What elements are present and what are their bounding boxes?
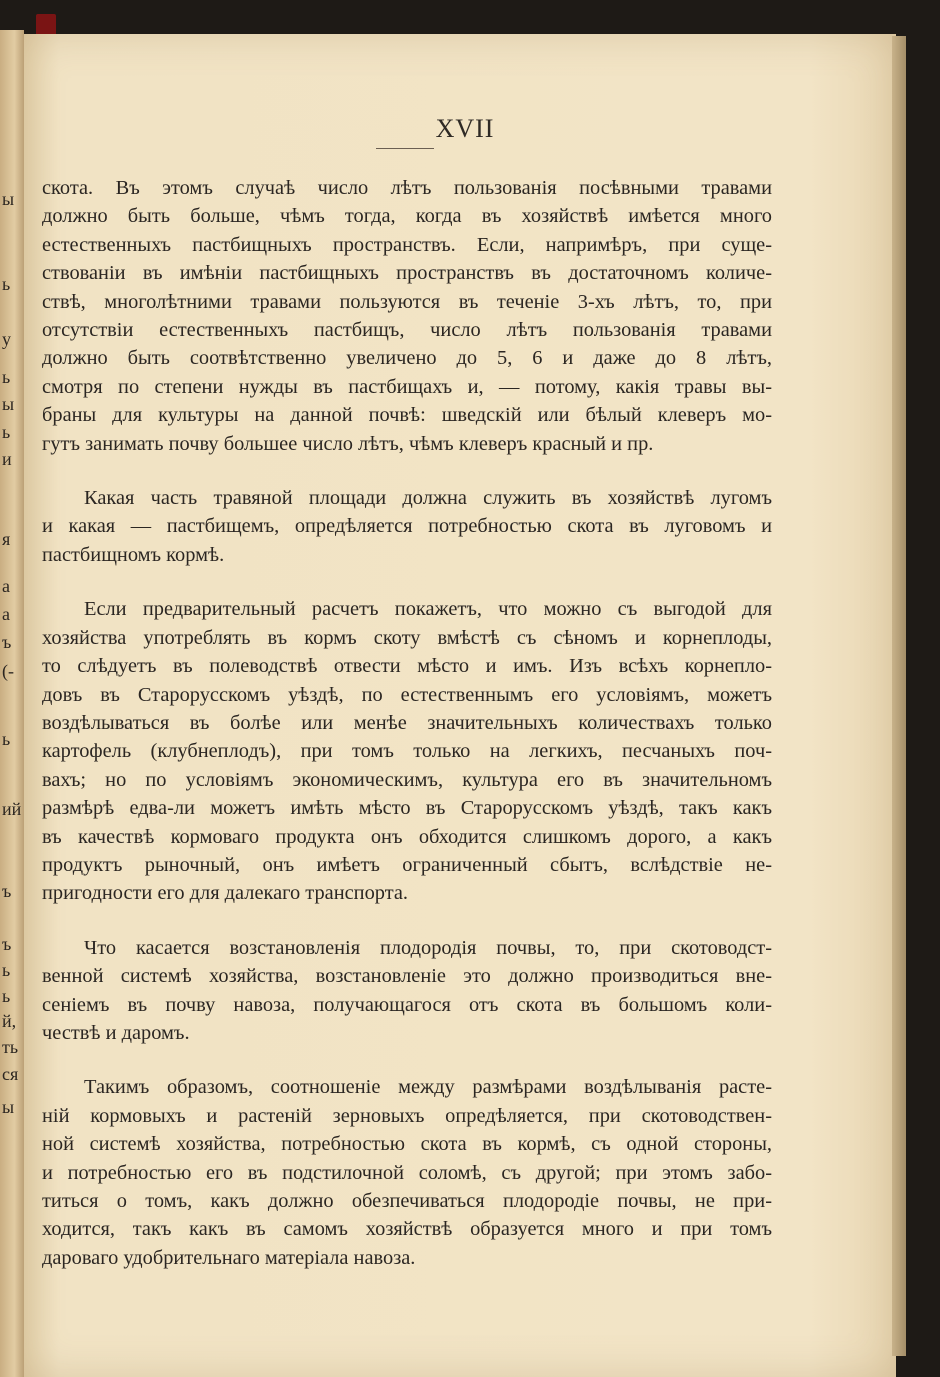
paragraph bbox=[42, 1073, 772, 1272]
previous-page-fragment: а bbox=[2, 576, 10, 596]
text-line: Какая часть травяной площади должна служить въ хозяйствѣ лугомъ bbox=[84, 487, 772, 510]
text-line: браны для культуры на данной почвѣ: шведскій или бѣлый клеверъ мо- bbox=[42, 404, 772, 427]
page-right-edge bbox=[892, 36, 906, 1356]
paragraph bbox=[42, 174, 772, 458]
text-line: венной системѣ хозяйства, возстановленіе это должно производиться вне- bbox=[42, 965, 772, 988]
text-line: продуктъ рыночный, онъ имѣетъ ограниченный сбытъ, вслѣдствіе не- bbox=[42, 853, 772, 876]
text-line: гутъ занимать почву большее число лѣтъ, чѣмъ клеверъ красный и пр. bbox=[42, 432, 654, 455]
previous-page-edge bbox=[0, 30, 24, 1377]
text-line: то слѣдуетъ въ полеводствѣ отвести мѣсто и имъ. Изъ всѣхъ корнепло- bbox=[42, 655, 772, 678]
text-line: довъ въ Старорусскомъ уѣздѣ, по естественнымъ его условіямъ, можетъ bbox=[42, 683, 772, 706]
text-line: размѣрѣ едва-ли можетъ имѣть мѣсто въ Старорусскомъ уѣздѣ, такъ какъ bbox=[42, 797, 772, 820]
previous-page-fragment: и bbox=[2, 449, 12, 469]
previous-page-fragment: ъ bbox=[2, 632, 12, 652]
text-line: сеніемъ въ почву навоза, получающагося отъ скота въ большомъ коли- bbox=[42, 993, 772, 1016]
text-line: ходится, такъ какъ въ самомъ хозяйствѣ образуется много и при томъ bbox=[42, 1218, 772, 1241]
previous-page-fragment: у bbox=[2, 329, 11, 349]
previous-page-fragment: я bbox=[2, 529, 11, 549]
text-line: естественныхъ пастбищныхъ пространствъ. Если, напримѣръ, при суще- bbox=[42, 233, 772, 256]
paragraph bbox=[42, 595, 772, 907]
previous-page-fragment: ъ bbox=[2, 934, 12, 954]
previous-page-fragment: ть bbox=[2, 1037, 19, 1057]
previous-page-fragment: й, bbox=[2, 1011, 17, 1031]
text-line: въ качествѣ кормоваго продукта онъ обходится слишкомъ дорого, а какъ bbox=[42, 825, 772, 848]
text-line: вахъ; но по условіямъ экономическимъ, культура его въ значительномъ bbox=[42, 768, 772, 791]
paragraph bbox=[42, 934, 772, 1048]
text-line: и какая — пастбищемъ, опредѣляется потребностью скота въ луговомъ и bbox=[42, 515, 772, 538]
previous-page-fragment: ы bbox=[2, 394, 15, 414]
text-line: титься о томъ, какъ должно обезпечиваться плодородіе почвы, не при- bbox=[42, 1190, 772, 1212]
text-line: хозяйства употреблять въ кормъ скоту вмѣстѣ съ сѣномъ и корнеплоды, bbox=[42, 626, 772, 649]
previous-page-fragment: ь bbox=[2, 367, 11, 387]
previous-page-fragment: ь bbox=[2, 274, 11, 294]
text-line: Если предварительный расчетъ покажетъ, что можно съ выгодой для bbox=[84, 598, 772, 621]
text-line: ствованіи въ имѣніи пастбищныхъ пространствъ въ достаточномъ количе- bbox=[42, 262, 772, 285]
text-line: должно быть соотвѣтственно увеличено до 5, 6 и даже до 8 лѣтъ, bbox=[42, 347, 772, 370]
text-line: Что касается возстановленія плодородія почвы, то, при скотоводст- bbox=[84, 936, 772, 959]
previous-page-fragment: (- bbox=[2, 661, 14, 681]
text-line: пастбищномъ кормѣ. bbox=[42, 543, 225, 566]
page-body-text bbox=[42, 174, 772, 1298]
previous-page-fragment: ъ bbox=[2, 881, 12, 901]
previous-page-fragment: ь bbox=[2, 422, 11, 442]
previous-page-fragment: ь bbox=[2, 986, 11, 1006]
text-line: пригодности его для далекаго транспорта. bbox=[42, 882, 409, 905]
previous-page-fragment: ы bbox=[2, 189, 15, 209]
text-line: воздѣлываться въ болѣе или менѣе значительныхъ количествахъ только bbox=[42, 711, 772, 734]
text-line: ной системѣ хозяйства, потребностью скота въ кормѣ, съ одной стороны, bbox=[42, 1133, 772, 1156]
text-line: и потребностью его въ подстилочной соломѣ, съ другой; при этомъ забо- bbox=[42, 1161, 772, 1184]
text-line: смотря по степени нужды въ пастбищахъ и, — потому, какія травы вы- bbox=[42, 375, 772, 398]
text-line: скота. Въ этомъ случаѣ число лѣтъ пользованія посѣвными травами bbox=[42, 177, 772, 199]
previous-page-fragment: а bbox=[2, 604, 10, 624]
previous-page-fragment: ь bbox=[2, 960, 11, 980]
text-line: должно быть больше, чѣмъ тогда, когда въ хозяйствѣ имѣется много bbox=[42, 205, 772, 228]
paragraph bbox=[42, 484, 772, 569]
text-line: ній кормовыхъ и растеній зерновыхъ опредѣляется, при скотоводствен- bbox=[42, 1104, 772, 1127]
text-line: Такимъ образомъ, соотношеніе между размѣрами воздѣлыванія расте- bbox=[84, 1076, 772, 1099]
page-number-rule bbox=[376, 148, 434, 149]
text-line: картофель (клубнеплодъ), при томъ только на легкихъ, песчаныхъ поч- bbox=[42, 740, 772, 763]
text-line: ствѣ, многолѣтними травами пользуются въ теченіе 3-хъ лѣтъ, то, при bbox=[42, 290, 772, 313]
text-line: отсутствіи естественныхъ пастбищъ, число лѣтъ пользованія травами bbox=[42, 319, 772, 342]
text-line: чествѣ и даромъ. bbox=[42, 1021, 190, 1044]
previous-page-fragment: ь bbox=[2, 729, 11, 749]
previous-page-fragment: ся bbox=[2, 1064, 19, 1084]
book-page bbox=[24, 34, 896, 1377]
text-line: дароваго удобрительнаго матеріала навоза. bbox=[42, 1246, 416, 1269]
page-number: XVII bbox=[435, 114, 495, 143]
previous-page-fragment: ий bbox=[2, 799, 22, 819]
previous-page-fragment: ы bbox=[2, 1097, 15, 1117]
